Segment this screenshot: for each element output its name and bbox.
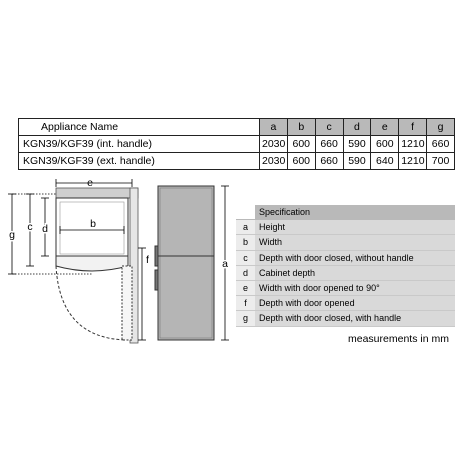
cell-value: 640: [371, 153, 399, 170]
spec-key: b: [236, 235, 255, 250]
spec-key: a: [236, 220, 255, 235]
specification-legend: [236, 205, 455, 327]
spec-label: Cabinet depth: [255, 265, 455, 280]
col-header-e: e: [371, 119, 399, 136]
cell-value: 660: [315, 153, 343, 170]
specification-header-row: [236, 205, 455, 220]
label-b: b: [90, 218, 96, 230]
col-header-f: f: [399, 119, 427, 136]
fridge-dimension-drawing: [0, 170, 236, 350]
cell-value: 660: [315, 136, 343, 153]
col-header-b: b: [287, 119, 315, 136]
cell-value: 600: [371, 136, 399, 153]
spec-label: Width with door opened to 90°: [255, 280, 455, 295]
spec-label: Width: [255, 235, 455, 250]
label-e: e: [87, 177, 93, 189]
dimensions-header-row: [19, 119, 455, 136]
cell-value: 600: [287, 153, 315, 170]
side-view-drawing: [155, 186, 214, 340]
table-row: [19, 153, 455, 170]
label-d: d: [42, 223, 48, 235]
cell-value: 2030: [260, 153, 288, 170]
spec-label: Depth with door closed, without handle: [255, 250, 455, 265]
spec-key: c: [236, 250, 255, 265]
label-f: f: [146, 254, 149, 266]
cell-value: 2030: [260, 136, 288, 153]
row-name: KGN39/KGF39 (int. handle): [19, 136, 260, 153]
list-item: [236, 250, 455, 265]
spec-key: e: [236, 280, 255, 295]
spec-label: Depth with door opened: [255, 296, 455, 311]
cell-value: 700: [427, 153, 455, 170]
top-view-drawing: [56, 188, 138, 343]
specification-title: Specification: [255, 205, 455, 220]
col-header-a: a: [260, 119, 288, 136]
cell-value: 1210: [399, 136, 427, 153]
label-a: a: [222, 258, 228, 270]
spec-key: g: [236, 311, 255, 326]
spec-label: Depth with door closed, with handle: [255, 311, 455, 326]
list-item: [236, 235, 455, 250]
spec-key: f: [236, 296, 255, 311]
cell-value: 590: [343, 136, 371, 153]
label-g: g: [9, 229, 15, 241]
list-item: [236, 311, 455, 326]
spec-label: Height: [255, 220, 455, 235]
cell-value: 590: [343, 153, 371, 170]
list-item: [236, 296, 455, 311]
cell-value: 660: [427, 136, 455, 153]
row-name: KGN39/KGF39 (ext. handle): [19, 153, 260, 170]
cell-value: 1210: [399, 153, 427, 170]
table-row: [19, 136, 455, 153]
measurement-unit-note: measurements in mm: [348, 333, 449, 345]
dimensions-table: [18, 118, 455, 170]
list-item: [236, 220, 455, 235]
cell-value: 600: [287, 136, 315, 153]
label-c: c: [27, 221, 33, 233]
col-header-c: c: [315, 119, 343, 136]
spec-key: d: [236, 265, 255, 280]
list-item: [236, 280, 455, 295]
list-item: [236, 265, 455, 280]
col-header-g: g: [427, 119, 455, 136]
col-header-d: d: [343, 119, 371, 136]
appliance-name-header: Appliance Name: [19, 119, 260, 136]
